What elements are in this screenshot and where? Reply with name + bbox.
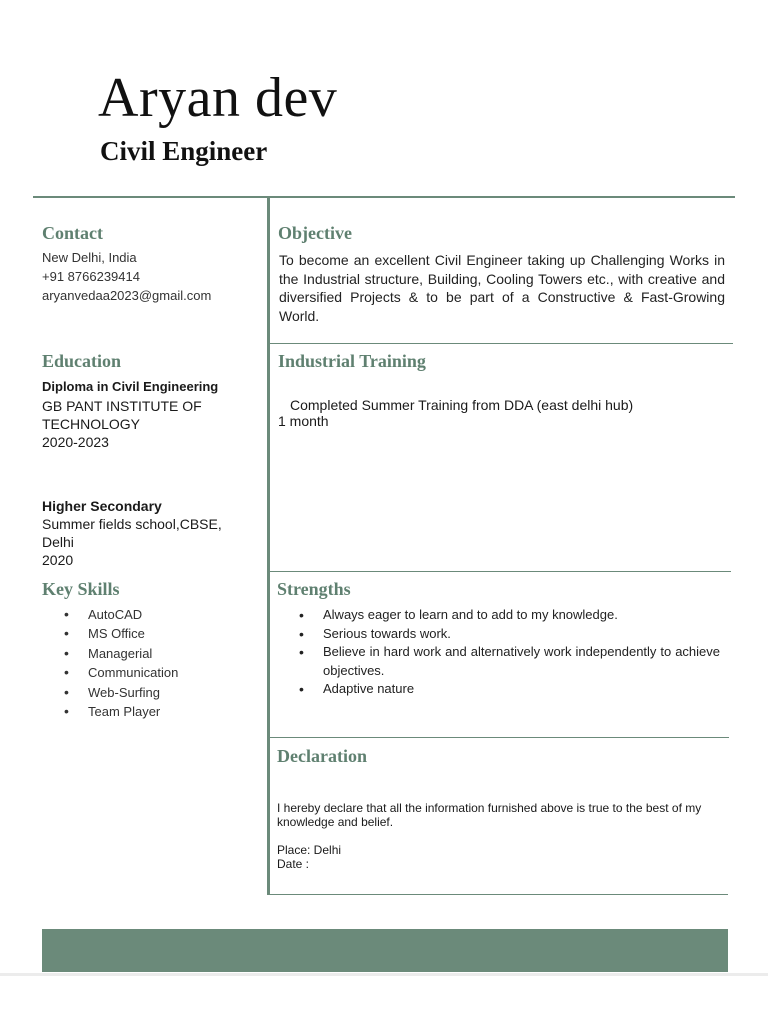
candidate-name: Aryan dev [98,67,338,129]
skills-list [42,605,262,721]
education-line: 2020-2023 [42,434,109,450]
contact-email: aryanvedaa2023@gmail.com [42,288,212,303]
skill-item: • Communication [42,663,262,682]
skill-item: • Web-Surfing [42,683,262,702]
candidate-title: Civil Engineer [100,136,268,166]
contact-heading: Contact [42,223,103,243]
strength-item: • Adaptive nature [278,680,720,699]
education-degree: Higher Secondary [42,498,162,514]
footer-band [42,929,728,972]
training-description: Completed Summer Training from DDA (east delhi hub) [290,397,634,413]
strengths-divider [270,737,729,738]
education-line: GB PANT INSTITUTE OF [42,398,202,414]
skill-item: • Managerial [42,644,262,663]
education-line: 2020 [42,552,74,568]
declaration-divider [270,894,728,895]
objective-text: To become an excellent Civil Engineer taking up Challenging Works in the Industrial structure, Building, Cooling Towers etc., with creative and diversified Projects & to be part of a Constructive & Fast-Growing World. [279,252,725,324]
skill-item: • MS Office [42,624,262,643]
education-item [42,378,262,451]
contact-block [42,248,211,305]
education-item [42,497,262,569]
training-heading: Industrial Training [278,351,426,371]
skills-heading: Key Skills [42,579,120,599]
declaration-place: Place: Delhi [277,843,342,857]
declaration-text: I hereby declare that all the information furnished above is true to the best of my knowledge and belief. [277,801,702,829]
contact-phone: +91 8766239414 [42,269,140,284]
strength-item: • Believe in hard work and alternatively work independently to achieve objectives. [278,643,720,680]
objective-heading: Objective [278,223,352,243]
education-line: TECHNOLOGY [42,416,141,432]
education-line: Summer fields school,CBSE, [42,516,222,532]
education-line: Delhi [42,534,74,550]
header-divider [33,196,735,198]
skill-item: • Team Player [42,702,262,721]
strength-item: • Serious towards work. [278,625,720,644]
strengths-heading: Strengths [277,579,351,599]
column-divider [267,197,270,895]
strengths-list [278,606,720,699]
declaration-heading: Declaration [277,746,367,766]
declaration-date: Date : [277,857,310,871]
training-divider [270,571,731,572]
objective-divider [270,343,733,344]
strength-item: • Always eager to learn and to add to my knowledge. [278,606,720,625]
education-degree: Diploma in Civil Engineering [42,379,219,394]
page-bottom-edge [0,973,768,1027]
skill-item: • AutoCAD [42,605,262,624]
contact-location: New Delhi, India [42,250,137,265]
training-duration: 1 month [278,413,329,429]
education-heading: Education [42,351,122,371]
